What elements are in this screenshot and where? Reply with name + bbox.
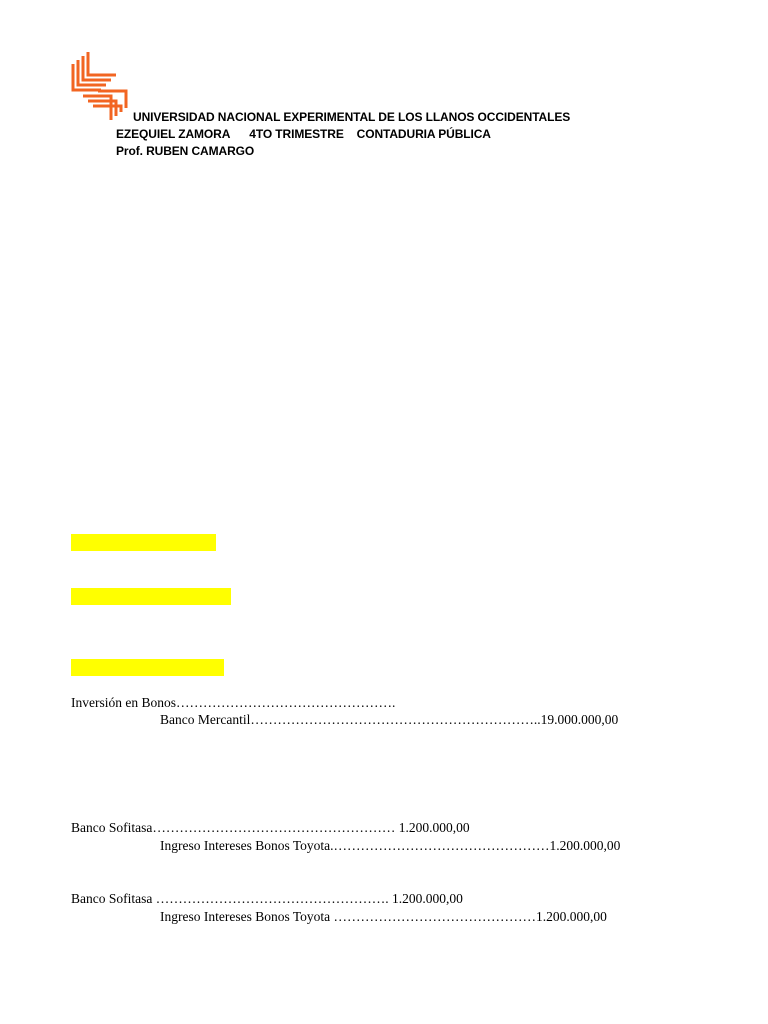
entry-2-debit: Banco Sofitasa……………………………………………… 1.200.000,00 xyxy=(71,820,470,835)
professor-name: Prof. RUBEN CAMARGO xyxy=(116,144,255,158)
course-info: EZEQUIEL ZAMORA 4TO TRIMESTRE CONTADURIA PÚBLICA xyxy=(116,127,491,141)
entry-2-credit: Ingreso Intereses Bonos Toyota.…………………………………………1.200.000,00 xyxy=(160,838,621,853)
entry-3-debit: Banco Sofitasa ……………………………………………. 1.200.000,00 xyxy=(71,891,463,906)
highlight-block xyxy=(71,659,224,676)
university-name: UNIVERSIDAD NACIONAL EXPERIMENTAL DE LOS LLANOS OCCIDENTALES xyxy=(133,110,571,124)
highlight-block xyxy=(71,534,216,551)
university-logo-icon xyxy=(71,50,129,122)
entry-1-debit: Inversión en Bonos…………………………………………. xyxy=(71,695,396,710)
entry-3-credit: Ingreso Intereses Bonos Toyota ………………………………………1.200.000,00 xyxy=(160,909,607,924)
highlight-block xyxy=(71,588,231,605)
entry-1-credit: Banco Mercantil………………………………………………………..19.000.000,00 xyxy=(160,712,619,727)
